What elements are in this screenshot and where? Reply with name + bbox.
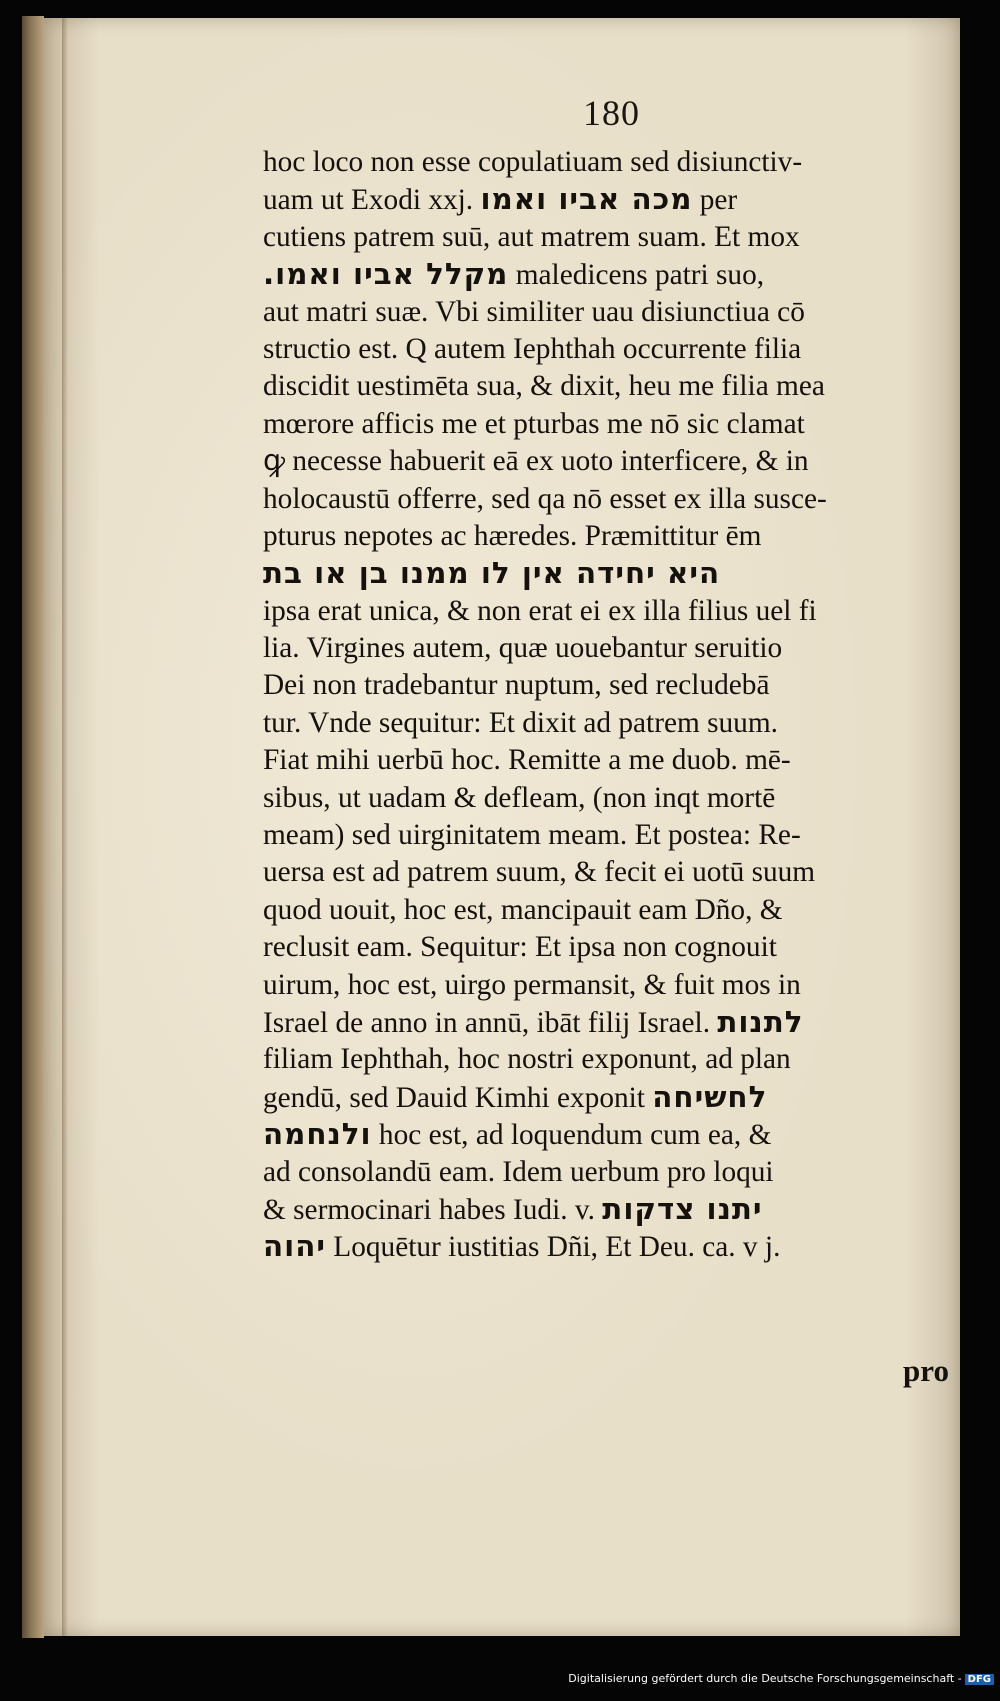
latin-text: uam ut Exodi xxj. bbox=[263, 184, 474, 217]
latin-text: uirum, hoc est, uirgo permansit, & fuit mos in bbox=[263, 968, 801, 1001]
latin-text: Loquētur iustitias Dñi, Et Deu. ca. v j. bbox=[333, 1231, 781, 1264]
text-line bbox=[263, 219, 979, 256]
text-line bbox=[263, 1079, 979, 1116]
latin-text: ipsa erat unica, & non erat ei ex illa filius uel fi bbox=[263, 594, 817, 627]
text-line bbox=[263, 705, 979, 742]
latin-text: tur. Vnde sequitur: Et dixit ad patrem suum. bbox=[263, 706, 778, 739]
latin-text: uersa est ad patrem suum, & fecit ei uotū suum bbox=[263, 856, 816, 889]
text-line bbox=[263, 742, 979, 779]
latin-text: per bbox=[699, 184, 738, 217]
text-line bbox=[263, 368, 979, 405]
hebrew-quote: יהוה bbox=[263, 1229, 326, 1264]
catchword: pro bbox=[903, 1353, 949, 1388]
latin-text: ad consolandū eam. Idem uerbum pro loqui bbox=[263, 1155, 774, 1188]
text-line bbox=[263, 1116, 979, 1153]
latin-text: sibus, ut uadam & defleam, (non inqt mortē bbox=[263, 781, 776, 814]
text-line bbox=[263, 892, 979, 929]
text-line bbox=[263, 481, 979, 518]
hebrew-quote: ולנחמה bbox=[263, 1117, 372, 1152]
latin-text: meam) sed uirginitatem meam. Et postea: Re- bbox=[263, 819, 801, 852]
text-line bbox=[263, 555, 979, 592]
text-line bbox=[263, 331, 979, 368]
hebrew-quote: מכה אביו ואמו bbox=[480, 182, 693, 217]
hebrew-quote: לתנות bbox=[717, 1004, 804, 1039]
hebrew-quote: לחשיחה bbox=[652, 1079, 768, 1114]
latin-text: filiam Iephthah, hoc nostri exponunt, ad plan bbox=[263, 1043, 791, 1076]
text-line bbox=[263, 406, 979, 443]
text-line bbox=[263, 854, 979, 891]
latin-text: Fiat mihi uerbū hoc. Remitte a me duob. mē- bbox=[263, 744, 791, 777]
dfg-logo: DFG bbox=[965, 1674, 994, 1685]
latin-text: holocaustū offerre, sed qa nō esset ex illa susce- bbox=[263, 482, 827, 515]
latin-text: reclusit eam. Sequitur: Et ipsa non cognouit bbox=[263, 931, 777, 964]
text-line bbox=[263, 518, 979, 555]
text-line bbox=[263, 294, 979, 331]
text-line bbox=[263, 667, 979, 704]
text-line bbox=[263, 1228, 979, 1265]
latin-text: hoc loco non esse copulatiuam sed disiunctiv- bbox=[263, 146, 803, 178]
latin-text: Israel de anno in annū, ibāt filij Israel. bbox=[263, 1006, 711, 1039]
text-line bbox=[263, 1004, 979, 1041]
text-line bbox=[263, 144, 979, 181]
hebrew-quote: מקלל אביו ואמו. bbox=[263, 257, 509, 292]
latin-text: maledicens patri suo, bbox=[515, 259, 765, 292]
latin-text: structio est. Q autem Iephthah occurrente filia bbox=[263, 332, 802, 365]
text-line bbox=[263, 593, 979, 630]
text-line bbox=[263, 1154, 979, 1191]
latin-text: quod uouit, hoc est, mancipauit eam Dño, & bbox=[263, 893, 783, 926]
latin-text: ꝙ necesse habuerit eā ex uoto interficere, & in bbox=[263, 445, 809, 478]
text-block bbox=[263, 144, 983, 1266]
latin-text: aut matri suæ. Vbi similiter uau disiunctiua cō bbox=[263, 295, 805, 328]
book-cover-edge bbox=[22, 16, 44, 1638]
credit-text: Digitalisierung gefördert durch die Deutsche Forschungsgemeinschaft - bbox=[568, 1672, 962, 1685]
latin-text: & sermocinari habes Iudi. v. bbox=[263, 1193, 595, 1226]
latin-text: pturus nepotes ac hæredes. Præmittitur ēm bbox=[263, 519, 762, 552]
text-line bbox=[263, 181, 979, 218]
hebrew-quote: יתנו צדקות bbox=[602, 1191, 763, 1226]
page-number: 180 bbox=[583, 93, 640, 133]
text-line bbox=[263, 256, 979, 293]
text-line bbox=[263, 780, 979, 817]
latin-text: Dei non tradebantur nuptum, sed recludebā bbox=[263, 669, 770, 702]
page-gutter-shadow bbox=[62, 18, 68, 1636]
text-line bbox=[263, 967, 979, 1004]
latin-text: lia. Virgines autem, quæ uouebantur seruitio bbox=[263, 632, 783, 665]
latin-text: cutiens patrem suū, aut matrem suam. Et mox bbox=[263, 220, 800, 253]
text-line bbox=[263, 1191, 979, 1228]
latin-text: discidit uestimēta sua, & dixit, heu me filia mea bbox=[263, 370, 825, 403]
text-line bbox=[263, 443, 979, 480]
latin-text: mœrore afficis me et pturbas me nō sic clamat bbox=[263, 407, 805, 440]
hebrew-quote: היא יחידה אין לו ממנו בן או בת bbox=[263, 556, 721, 591]
latin-text: hoc est, ad loquendum cum ea, & bbox=[378, 1119, 772, 1152]
text-line bbox=[263, 929, 979, 966]
text-line bbox=[263, 1041, 979, 1078]
digitization-credit bbox=[0, 1672, 994, 1685]
latin-text: gendū, sed Dauid Kimhi exponit bbox=[263, 1081, 645, 1114]
text-line bbox=[263, 630, 979, 667]
text-line bbox=[263, 817, 979, 854]
